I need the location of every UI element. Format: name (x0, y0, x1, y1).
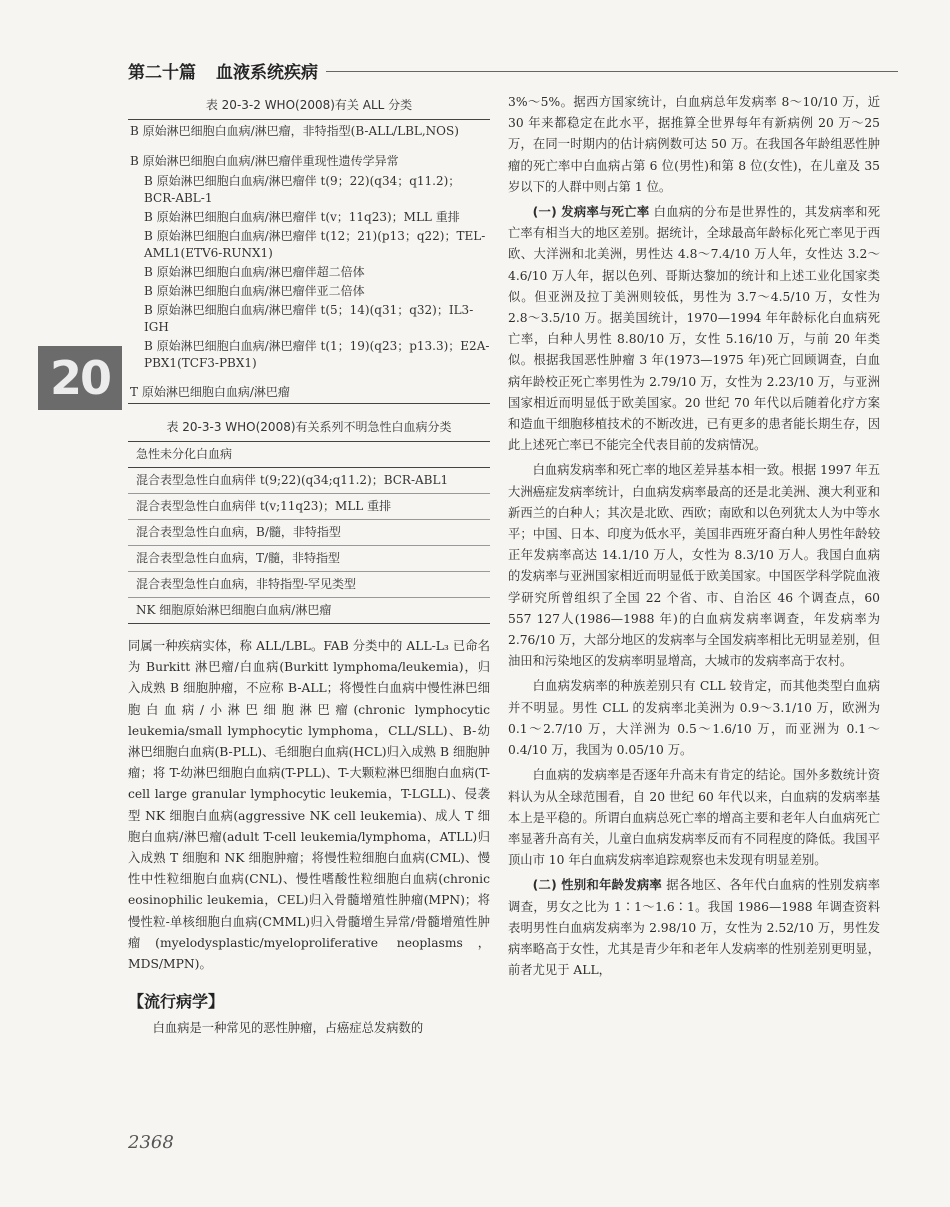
table-1-row: B 原始淋巴细胞白血病/淋巴瘤伴 t(9；22)(q34；q11.2)；BCR-ABL-1 (144, 174, 461, 205)
table-2-row: 混合表型急性白血病，T/髓，非特指型 (128, 546, 490, 572)
table-2 (128, 441, 490, 624)
right-column (508, 92, 880, 981)
subsection-1 (508, 202, 880, 456)
left-paragraph-1: 同属一种疾病实体，称 ALL/LBL。FAB 分类中的 ALL-L₃ 已命名为 Burkitt 淋巴瘤/白血病(Burkitt lymphoma/leukemia)，归入成熟 B 细胞肿瘤，不应称 B-ALL；将慢性白血病中慢性淋巴细胞白血病/小淋巴细胞淋巴瘤(chronic lymphocytic leukemia/small lymphocytic lymphoma，CLL/SLL)、B-幼淋巴细胞白血病(B-PLL)、毛细胞白血病(HCL)归入成熟 B 细胞肿瘤；将 T-幼淋巴细胞白血病(T-PLL)、T-大颗粒淋巴细胞白血病(T-cell large granular lymphocytic leukemia，T-LGLL)、侵袭型 NK 细胞白血病(aggressive NK cell leukemia)、成人 T 细胞白血病/淋巴瘤(adult T-cell leukemia/lymphoma，ATLL)归入成熟 T 细胞和 NK 细胞肿瘤；将慢性粒细胞白血病(CML)、慢性中性粒细胞白血病(CNL)、慢性嗜酸性粒细胞白血病(chronic eosinophilic leukemia，CEL)归入骨髓增殖性肿瘤(MPN)；将慢性粒-单核细胞白血病(CMML)归入骨髓增生异常/骨髓增殖性肿瘤(myelodysplastic/myeloproliferative neoplasms，MDS/MPN)。 (128, 639, 490, 972)
section-title-epidemiology: 【流行病学】 (128, 992, 225, 1012)
table-2-row: 混合表型急性白血病伴 t(v;11q23)；MLL 重排 (128, 494, 490, 520)
right-paragraph-2: 白血病发病率和死亡率的地区差异基本相一致。根据 1997 年五大洲癌症发病率统计，白血病发病率最高的还是北美洲、澳大利亚和新西兰的白种人；其次是北欧、西欧；南欧和以色列犹太人为中等水平；中国、日本、印度为低水平，美国非西班牙裔白种人男性年龄较正年发病率高达 14.1/10 万人，女性为 8.3/10 万人。我国白血病的发病率与亚洲国家相近而明显低于欧美国家。中国医学科学院血液学研究所曾组织了全国 22 个省、市、自治区 46 个调查点，60 557 127人(1986—1988 年)的白血病发病率调查，年发病率为 2.76/10 万，大部分地区的发病率与全国发病率相比无明显差别，但油田和污染地区的发病率明显增高，大城市的发病率高于农村。 (508, 463, 880, 669)
subsection-2-title: (二) 性别和年龄发病率 (532, 878, 663, 893)
chapter-tab (38, 346, 122, 410)
page-number: 2368 (128, 1132, 174, 1153)
table-1-row: B 原始淋巴细胞白血病/淋巴瘤伴 t(5；14)(q31；q32)；IL3-IGH (144, 303, 474, 334)
subsection-2 (508, 875, 880, 981)
table-1-row: B 原始淋巴细胞白血病/淋巴瘤伴 t(v；11q23)；MLL 重排 (144, 210, 460, 224)
table-1-caption: 表 20-3-2 WHO(2008)有关 ALL 分类 (205, 98, 413, 112)
running-header (128, 56, 898, 84)
table-1-row: B 原始淋巴细胞白血病/淋巴瘤伴亚二倍体 (144, 284, 365, 298)
table-1-row: B 原始淋巴细胞白血病/淋巴瘤伴 t(12；21)(p13；q22)；TEL-AML1(ETV6-RUNX1) (144, 229, 486, 260)
right-paragraph-3: 白血病发病率的种族差别只有 CLL 较肯定，而其他类型白血病并不明显。男性 CLL 的发病率北美洲为 0.9～3.1/10 万，欧洲为 0.1～2.7/10 万，大洋洲为 0.5～1.6/10 万，而亚洲为 0.1～0.4/10 万，我国为 0.05/10 万。 (508, 679, 880, 758)
right-paragraph-4: 白血病的发病率是否逐年升高未有肯定的结论。国外多数统计资料认为从全球范围看，自 20 世纪 60 年代以来，白血病的发病率基本上是平稳的。所谓白血病总死亡率的增高主要和老年人白血病死亡率显著升高有关，儿童白血病发病率反而有不同程度的降低。我国平顶山市 10 年白血病发病率追踪观察也未发现有明显差别。 (508, 768, 880, 868)
table-2-row: 混合表型急性白血病伴 t(9;22)(q34;q11.2)；BCR-ABL1 (128, 468, 490, 494)
part-label: 第二十篇 (128, 62, 196, 83)
table-1-row: B 原始淋巴细胞白血病/淋巴瘤，非特指型(B-ALL/LBL,NOS) (130, 124, 459, 138)
table-1-row: B 原始淋巴细胞白血病/淋巴瘤伴超二倍体 (144, 265, 365, 279)
subject-label: 血液系统疾病 (216, 62, 318, 83)
subsection-2-text: 据各地区、各年代白血病的性别发病率调查，男女之比为 1∶1～1.6∶1。我国 1986—1988 年调查资料表明男性白血病发病率为 2.98/10 万，女性为 2.52/10 万，男性发病率略高于女性，尤其是青少年和老年人发病率的性别差别更明显，前者尤见于 ALL， (508, 878, 880, 978)
chapter-number: 20 (49, 351, 110, 405)
subsection-1-text: 白血病的分布是世界性的，其发病率和死亡率有相当大的地区差别。据统计，全球最高年龄标化死亡率见于西欧、大洋洲和北美洲，男性达 4.8～7.4/10 万人年，女性达 3.2～4.6/10 万人年，据以色列、哥斯达黎加的统计和上述工业化国家类似。但亚洲及拉丁美洲则较低，男性为 3.7～4.5/10 万，女性为 2.8～3.5/10 万。据美国统计，1970—1994 年年龄标化白血病死亡率，白种人男性 8.80/10 万，女性 5.16/10 万，与前 20 年类似。根据我国恶性肿瘤 3 年(1973—1975 年)死亡回顾调查，白血病年龄校正死亡率男性为 2.79/10 万，女性为 2.23/10 万，与亚洲国家相近而明显低于欧美国家。20 世纪 70 年代以后随着化疗方案和造血干细胞移植技术的不断改进，已有更多的患者能长期生存，因此上述死亡率已不能完全代表目前的发病情况。 (508, 205, 880, 453)
subsection-1-title: (一) 发病率与死亡率 (532, 205, 650, 220)
table-2-row: NK 细胞原始淋巴细胞白血病/淋巴瘤 (136, 603, 332, 617)
left-paragraph-2: 白血病是一种常见的恶性肿瘤，占癌症总发病数的 (152, 1021, 424, 1036)
table-1-row: T 原始淋巴细胞白血病/淋巴瘤 (130, 385, 290, 399)
table-2-row: 混合表型急性白血病，B/髓，非特指型 (128, 520, 490, 546)
table-1 (128, 119, 490, 404)
table-2-row: 混合表型急性白血病，非特指型-罕见类型 (128, 572, 490, 598)
table-2-caption: 表 20-3-3 WHO(2008)有关系列不明急性白血病分类 (166, 420, 452, 434)
table-1-row: B 原始淋巴细胞白血病/淋巴瘤伴重现性遗传学异常 (130, 154, 399, 168)
header-rule (326, 71, 898, 72)
left-column (128, 92, 490, 1039)
right-paragraph-1: 3%～5%。据西方国家统计，白血病总年发病率 8～10/10 万，近 30 年来都稳定在此水平，据推算全世界每年有新病例 20 万～25 万，在同一时期内的估计病例数可达 50 万。在我国各年龄组恶性肿瘤的死亡率中白血病占第 6 位(男性)和第 8 位(女性)，在儿童及 35 岁以下的人群中则占第 1 位。 (508, 95, 880, 194)
table-2-row: 急性未分化白血病 (128, 442, 490, 468)
table-1-row: B 原始淋巴细胞白血病/淋巴瘤伴 t(1；19)(q23；p13.3)；E2A-PBX1(TCF3-PBX1) (144, 339, 490, 370)
